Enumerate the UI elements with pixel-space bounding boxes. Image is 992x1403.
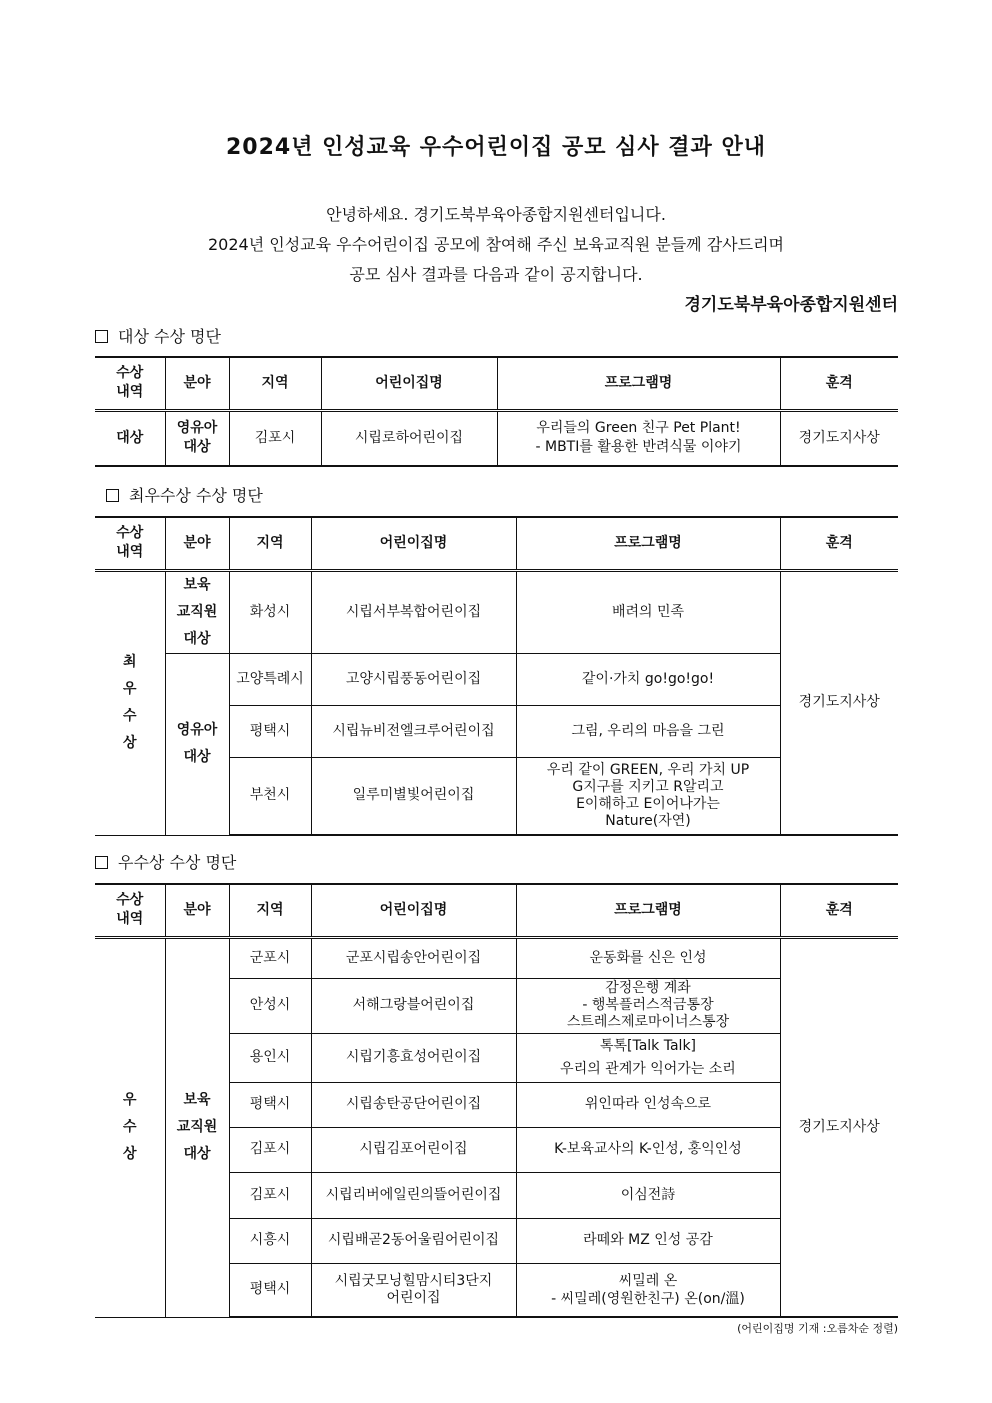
excellence-award-table	[95, 516, 898, 836]
table-row	[95, 570, 898, 653]
checkbox-square-icon	[106, 489, 119, 502]
program-cell: 톡톡[Talk Talk] 우리의 관계가 익어가는 소리	[516, 1033, 780, 1082]
program-cell: 라떼와 MZ 인성 공감	[516, 1218, 780, 1263]
center-cell: 시립리버에일린의뜰어린이집	[311, 1172, 516, 1218]
merit-award-table	[95, 883, 898, 1318]
header-program: 프로그램명	[497, 357, 780, 410]
region-cell: 화성시	[229, 570, 311, 653]
footnote: (어린이집명 기재 :오름차순 정렬)	[737, 1322, 898, 1335]
field-cell: 영유아 대상	[165, 653, 229, 835]
center-cell: 군포시립송안어린이집	[311, 937, 516, 978]
region-cell: 김포시	[229, 1172, 311, 1218]
header-center: 어린이집명	[321, 357, 497, 410]
program-cell: 배려의 민족	[516, 570, 780, 653]
intro-line-1: 안녕하세요. 경기도북부육아종합지원센터입니다.	[326, 205, 666, 224]
header-award: 수상 내역	[95, 517, 165, 570]
program-cell: 이심전詩	[516, 1172, 780, 1218]
center-cell: 시립뉴비전엘크루어린이집	[311, 705, 516, 757]
program-cell: 같이·가치 go!go!go!	[516, 653, 780, 705]
program-cell: K-보육교사의 K-인성, 홍익인성	[516, 1127, 780, 1172]
field-cell: 영유아 대상	[165, 410, 229, 466]
region-cell: 김포시	[229, 410, 321, 466]
region-cell: 평택시	[229, 705, 311, 757]
center-cell: 고양시립풍동어린이집	[311, 653, 516, 705]
region-cell: 평택시	[229, 1082, 311, 1127]
field-cell: 보육 교직원 대상	[165, 937, 229, 1317]
header-program: 프로그램명	[516, 884, 780, 937]
header-field: 분야	[165, 517, 229, 570]
region-cell: 용인시	[229, 1033, 311, 1082]
field-cell: 보육 교직원 대상	[165, 570, 229, 653]
header-region: 지역	[229, 884, 311, 937]
section-heading-grand: 대상 수상 명단	[95, 324, 221, 347]
award-cell: 우 수 상	[95, 937, 165, 1317]
region-cell: 시흥시	[229, 1218, 311, 1263]
grand-award-table	[95, 356, 898, 467]
region-cell: 김포시	[229, 1127, 311, 1172]
region-cell: 안성시	[229, 978, 311, 1033]
program-cell: 우리 같이 GREEN, 우리 가치 UP G지구를 지키고 R알리고 E이해하고 E이어나가는 Nature(자연)	[516, 757, 780, 835]
header-field: 분야	[165, 884, 229, 937]
header-honor: 훈격	[780, 517, 898, 570]
award-cell: 대상	[95, 410, 165, 466]
header-region: 지역	[229, 517, 311, 570]
honor-cell: 경기도지사상	[780, 937, 898, 1317]
header-region: 지역	[229, 357, 321, 410]
checkbox-square-icon	[95, 856, 108, 869]
center-cell: 일루미별빛어린이집	[311, 757, 516, 835]
center-cell: 시립로하어린이집	[321, 410, 497, 466]
sender-name: 경기도북부육아종합지원센터	[684, 295, 898, 315]
page-title: 2024년 인성교육 우수어린이집 공모 심사 결과 안내	[226, 135, 766, 160]
center-cell: 시립기흥효성어린이집	[311, 1033, 516, 1082]
region-cell: 고양특례시	[229, 653, 311, 705]
table-header-row	[95, 357, 898, 410]
section-heading-excellence: 최우수상 수상 명단	[106, 483, 263, 506]
center-cell: 시립송탄공단어린이집	[311, 1082, 516, 1127]
table-header-row	[95, 517, 898, 570]
center-cell: 시립배곧2동어울림어린이집	[311, 1218, 516, 1263]
intro-line-3: 공모 심사 결과를 다음과 같이 공지합니다.	[349, 265, 643, 284]
table-row	[95, 653, 898, 705]
intro-line-2: 2024년 인성교육 우수어린이집 공모에 참여해 주신 보육교직원 분들께 감사드리며	[208, 235, 784, 254]
table-row	[95, 410, 898, 466]
center-cell: 서해그랑블어린이집	[311, 978, 516, 1033]
header-honor: 훈격	[780, 357, 898, 410]
center-cell: 시립굿모닝힐맘시티3단지 어린이집	[311, 1263, 516, 1317]
section-heading-merit: 우수상 수상 명단	[95, 850, 236, 873]
table-header-row	[95, 884, 898, 937]
center-cell: 시립서부복합어린이집	[311, 570, 516, 653]
program-cell: 위인따라 인성속으로	[516, 1082, 780, 1127]
region-cell: 평택시	[229, 1263, 311, 1317]
header-award: 수상 내역	[95, 357, 165, 410]
header-center: 어린이집명	[311, 517, 516, 570]
header-field: 분야	[165, 357, 229, 410]
honor-cell: 경기도지사상	[780, 570, 898, 835]
program-cell: 운동화를 신은 인성	[516, 937, 780, 978]
checkbox-square-icon	[95, 330, 108, 343]
header-honor: 훈격	[780, 884, 898, 937]
region-cell: 부천시	[229, 757, 311, 835]
header-award: 수상 내역	[95, 884, 165, 937]
center-cell: 시립김포어린이집	[311, 1127, 516, 1172]
honor-cell: 경기도지사상	[780, 410, 898, 466]
program-cell: 그림, 우리의 마음을 그린	[516, 705, 780, 757]
header-program: 프로그램명	[516, 517, 780, 570]
header-center: 어린이집명	[311, 884, 516, 937]
award-cell: 최 우 수 상	[95, 570, 165, 835]
program-cell: 우리들의 Green 친구 Pet Plant! - MBTI를 활용한 반려식물 이야기	[497, 410, 780, 466]
table-row	[95, 937, 898, 978]
region-cell: 군포시	[229, 937, 311, 978]
program-cell: 감정은행 계좌 - 행복플러스적금통장 스트레스제로마이너스통장	[516, 978, 780, 1033]
program-cell: 씨밀레 온 - 씨밀레(영원한친구) 온(on/溫)	[516, 1263, 780, 1317]
